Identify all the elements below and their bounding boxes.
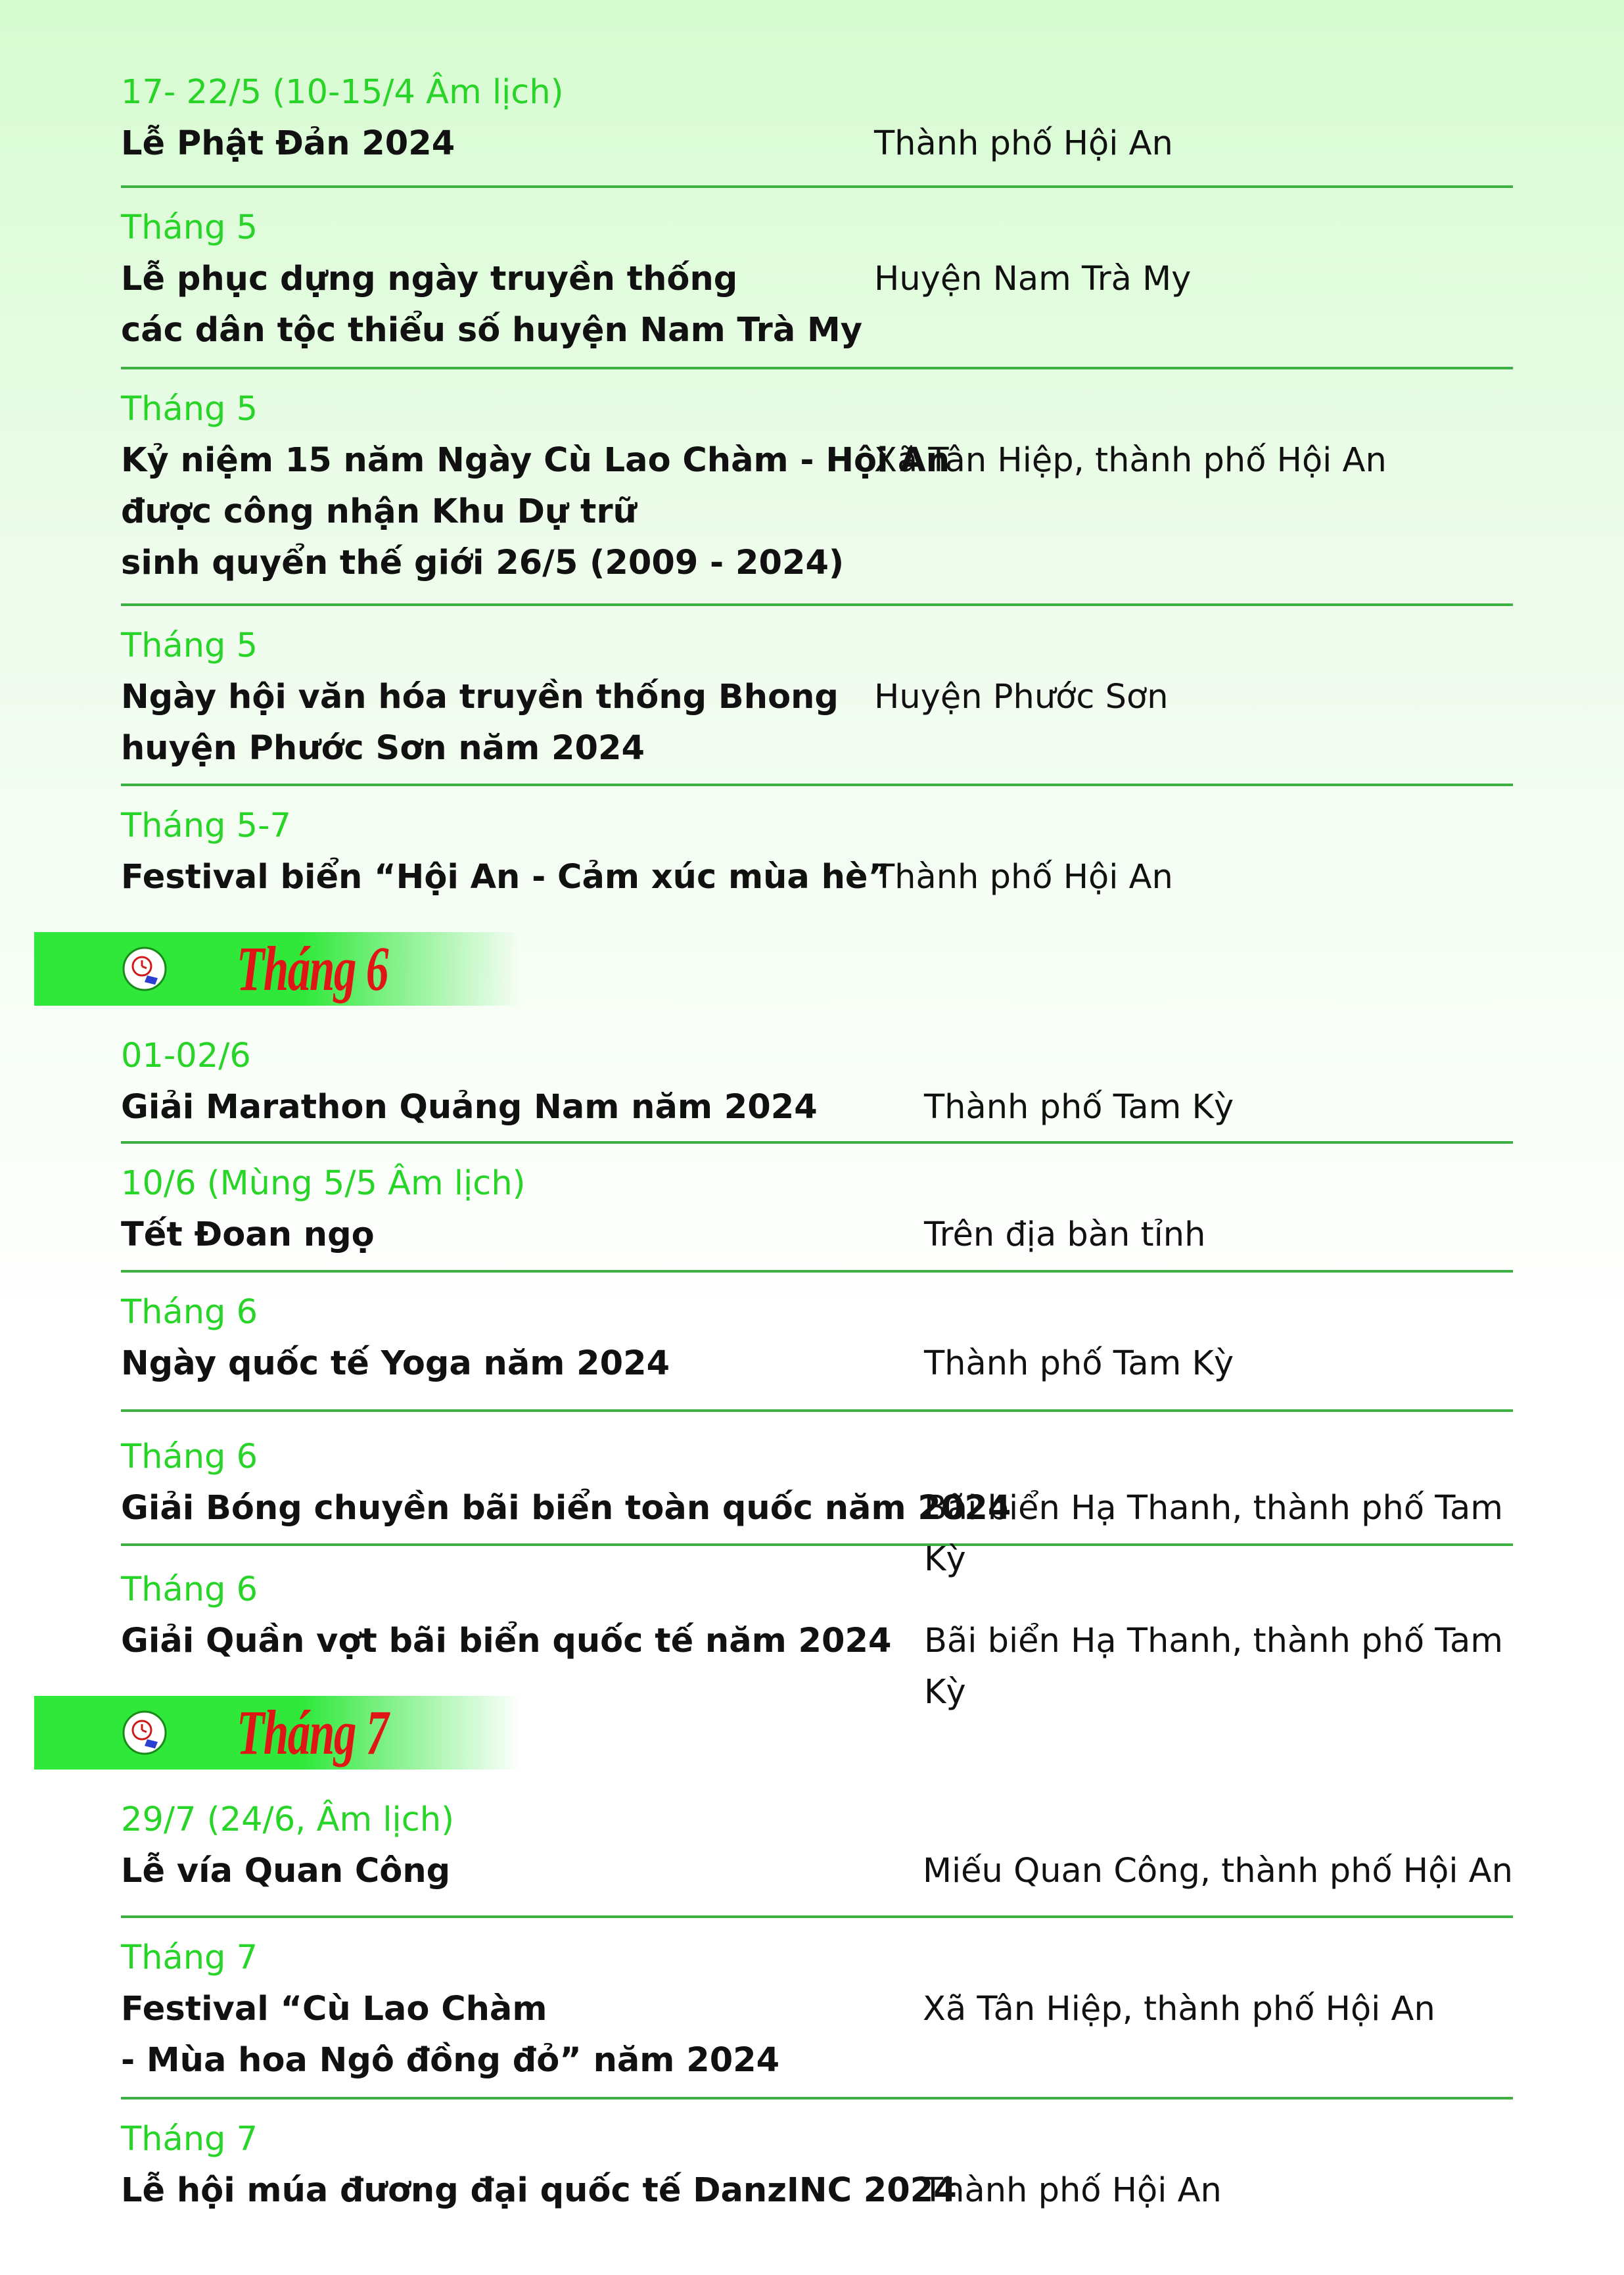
event-title: Lễ vía Quan Công [121, 1852, 451, 1890]
calendar-clock-icon [122, 1710, 167, 1755]
event-item [121, 786, 1513, 918]
event-title: Kỷ niệm 15 năm Ngày Cù Lao Chàm - Hội An [121, 441, 950, 480]
event-item [121, 1144, 1513, 1273]
event-item [121, 1031, 1513, 1144]
event-place: Thành phố Hội An [923, 2171, 1222, 2210]
event-item [121, 67, 1513, 188]
event-item [121, 1794, 1513, 1918]
event-place: Bãi biển Hạ Thanh, thành phố Tam Kỳ [924, 1622, 1503, 1712]
event-date: Tháng 7 [121, 1938, 258, 1977]
event-title: Lễ phục dựng ngày truyền thống [121, 260, 738, 298]
event-title: - Mùa hoa Ngô đồng đỏ” năm 2024 [121, 2041, 780, 2080]
event-date: Tháng 5 [121, 208, 258, 247]
event-title: Giải Marathon Quảng Nam năm 2024 [121, 1088, 818, 1127]
event-place: Xã Tân Hiệp, thành phố Hội An [923, 1990, 1435, 2029]
event-place: Huyện Phước Sơn [874, 678, 1169, 716]
may-section [0, 67, 1624, 918]
event-item [121, 369, 1513, 606]
event-item [121, 1546, 1513, 1712]
july-section [0, 1794, 1624, 2231]
event-item [121, 2099, 1513, 2231]
event-item [121, 1412, 1513, 1579]
event-date: Tháng 6 [121, 1293, 258, 1332]
june-section [0, 1031, 1624, 1712]
event-date: Tháng 6 [121, 1438, 258, 1476]
event-item [121, 1273, 1513, 1412]
event-place: Xã Tân Hiệp, thành phố Hội An [874, 441, 1387, 480]
event-title: Tết Đoan ngọ [121, 1215, 375, 1254]
event-place: Thành phố Hội An [874, 124, 1173, 163]
event-date: 17- 22/5 (10-15/4 Âm lịch) [121, 73, 564, 112]
calendar-clock-icon [122, 947, 167, 991]
event-title: Giải Quần vợt bãi biển quốc tế năm 2024 [121, 1622, 892, 1660]
event-title: Ngày hội văn hóa truyền thống Bhong [121, 678, 839, 716]
month-banner-label: Tháng 7 [237, 1697, 388, 1768]
event-place: Thành phố Tam Kỳ [924, 1088, 1234, 1127]
event-title: Festival “Cù Lao Chàm [121, 1990, 547, 2029]
event-title: Lễ hội múa đương đại quốc tế DanzINC 2024 [121, 2171, 957, 2210]
event-title: sinh quyển thế giới 26/5 (2009 - 2024) [121, 544, 845, 582]
event-item [121, 188, 1513, 369]
event-place: Trên địa bàn tỉnh [924, 1215, 1206, 1254]
month-banner-label: Tháng 6 [237, 933, 388, 1004]
event-title: Lễ Phật Đản 2024 [121, 124, 455, 163]
event-date: Tháng 5 [121, 626, 258, 665]
event-place: Miếu Quan Công, thành phố Hội An [923, 1852, 1513, 1890]
event-title: Festival biển “Hội An - Cảm xúc mùa hè” [121, 858, 891, 897]
event-title: được công nhận Khu Dự trữ [121, 492, 637, 531]
event-date: 01-02/6 [121, 1037, 251, 1075]
event-item [121, 606, 1513, 786]
event-date: Tháng 5-7 [121, 807, 291, 845]
event-title: huyện Phước Sơn năm 2024 [121, 729, 645, 768]
month-banner-june [34, 932, 521, 1006]
event-title: Ngày quốc tế Yoga năm 2024 [121, 1344, 670, 1383]
event-title: Giải Bóng chuyền bãi biển toàn quốc năm 2024 [121, 1489, 1011, 1528]
event-place: Thành phố Hội An [874, 858, 1173, 897]
event-place: Thành phố Tam Kỳ [924, 1344, 1234, 1383]
event-date: Tháng 6 [121, 1570, 258, 1609]
event-place: Huyện Nam Trà My [874, 260, 1192, 298]
event-date: 10/6 (Mùng 5/5 Âm lịch) [121, 1164, 526, 1203]
event-date: Tháng 7 [121, 2120, 258, 2159]
event-place: Bãi biển Hạ Thanh, thành phố Tam Kỳ [924, 1489, 1503, 1579]
event-item [121, 1918, 1513, 2099]
month-banner-july [34, 1696, 521, 1770]
event-date: 29/7 (24/6, Âm lịch) [121, 1800, 454, 1839]
event-title: các dân tộc thiểu số huyện Nam Trà My [121, 311, 863, 350]
event-date: Tháng 5 [121, 390, 258, 429]
